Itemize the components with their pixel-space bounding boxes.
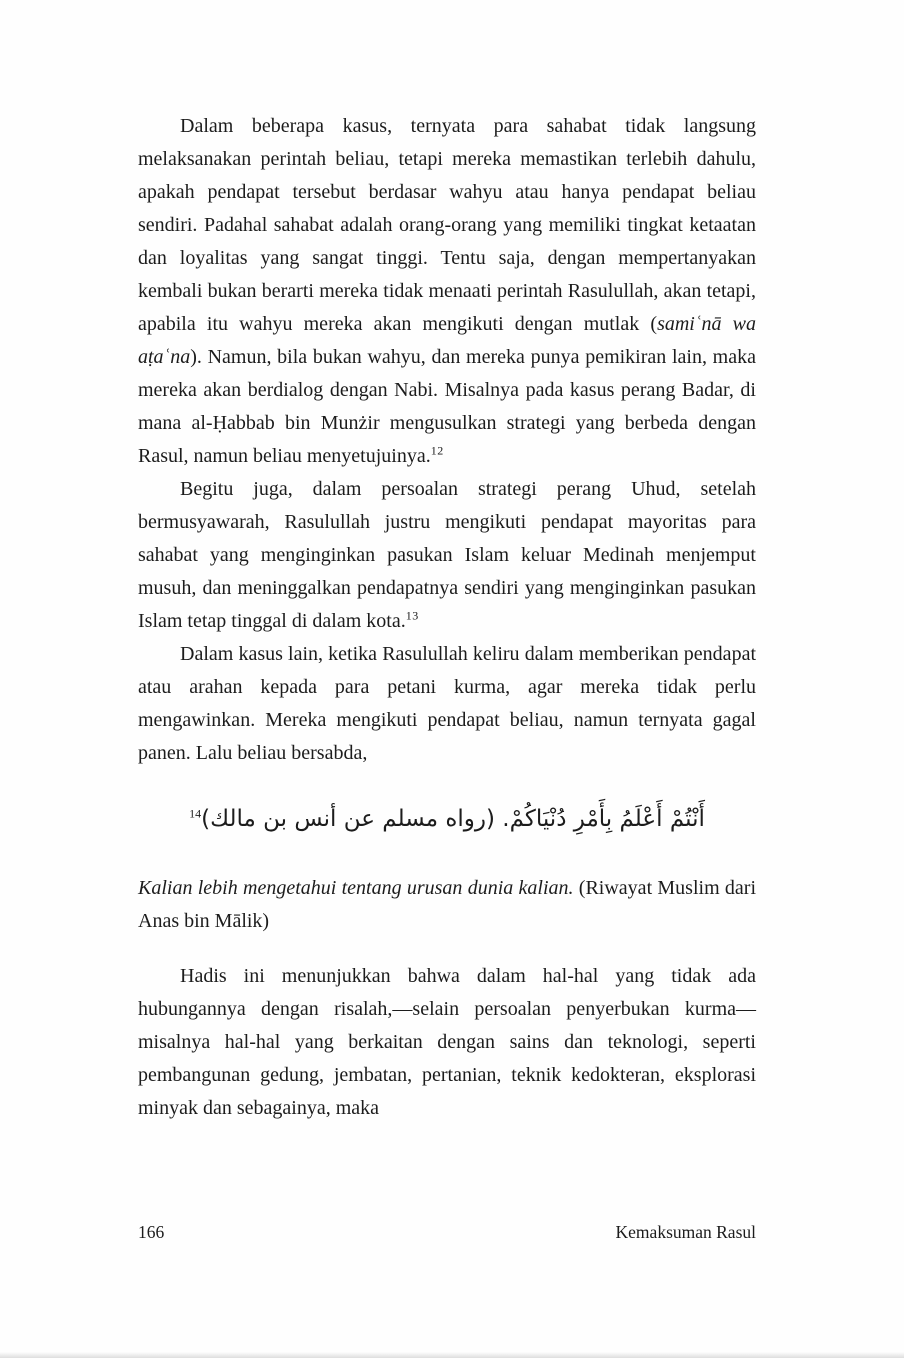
- running-title: Kemaksuman Rasul: [615, 1222, 756, 1242]
- translation-italic: Kalian lebih mengetahui tentang urusan dunia kalian.: [138, 877, 574, 899]
- text-run: Hadis ini menunjukkan bahwa dalam hal-hal yang tidak ada hubungannya dengan risalah,—selain persoalan penyerbukan kurma—misalnya hal-hal yang berkaitan dengan sains dan teknologi, seperti pembangunan gedung, jembatan, pertanian, teknik kedokteran, eksplorasi minyak dan sebagainya, maka: [138, 965, 756, 1119]
- footnote-ref-13: 13: [405, 608, 419, 623]
- text-run: ). Namun, bila bukan wahyu, dan mereka punya pemikiran lain, maka mereka akan berdialog dengan Nabi. Misalnya pada kasus perang Badar, di mana al-Ḥabbab bin Munżir mengusulkan strategi yang berbeda dengan Rasul, namun beliau menyetujuinya.: [138, 346, 756, 467]
- footnote-ref-14: 14: [189, 806, 202, 821]
- text-run: Begitu juga, dalam persoalan strategi perang Uhud, setelah bermusyawarah, Rasulullah justru mengikuti pendapat mayoritas para sahabat yang menginginkan pasukan Islam keluar Medinah menjemput musuh, dan meninggalkan pendapatnya sendiri yang menginginkan pasukan Islam tetap tinggal di dalam kota.: [138, 478, 756, 632]
- footnote-ref-12: 12: [430, 443, 444, 458]
- translation-source: (Riwayat Muslim dari Anas bin Mālik): [138, 877, 757, 932]
- hadith-translation: [138, 872, 756, 938]
- text-run: Dalam beberapa kasus, ternyata para sahabat tidak langsung melaksanakan perintah beliau, tetapi mereka memastikan terlebih dahulu, apakah pendapat tersebut berdasar wahyu atau hanya pendapat beliau sendiri. Padahal sahabat adalah orang-orang yang memiliki tingkat ketaatan dan loyalitas yang sangat tinggi. Tentu saja, dengan mempertanyakan kembali bukan berarti mereka tidak menaati perintah Rasulullah, akan tetapi, apabila itu wahyu mereka akan mengikuti dengan mutlak (: [138, 115, 756, 335]
- text-run: Dalam kasus lain, ketika Rasulullah keliru dalam memberikan pendapat atau arahan kepada para petani kurma, agar mereka tidak perlu mengawinkan. Mereka mengikuti pendapat beliau, namun ternyata gagal panen. Lalu beliau bersabda,: [138, 643, 756, 764]
- paragraph-hadis-penjelasan: [138, 960, 756, 1125]
- text-run-arabic-transliteration: samiʿnā wa aṭaʿna: [138, 313, 756, 368]
- paragraph-petani-kurma: [138, 638, 756, 770]
- arabic-text: أَنْتُمْ أَعْلَمُ بِأَمْرِ دُنْيَاكُمْ. (رواه مسلم عن أنس بن مالك): [201, 806, 705, 832]
- page-footer: [138, 1222, 756, 1243]
- page-text: [138, 110, 756, 1125]
- page-number: 166: [138, 1222, 165, 1242]
- scan-edge-shadow: [0, 1352, 904, 1358]
- paragraph-sahabat-taat: [138, 110, 756, 473]
- paragraph-perang-uhud: [138, 473, 756, 638]
- hadith-arabic-quote: [138, 796, 756, 842]
